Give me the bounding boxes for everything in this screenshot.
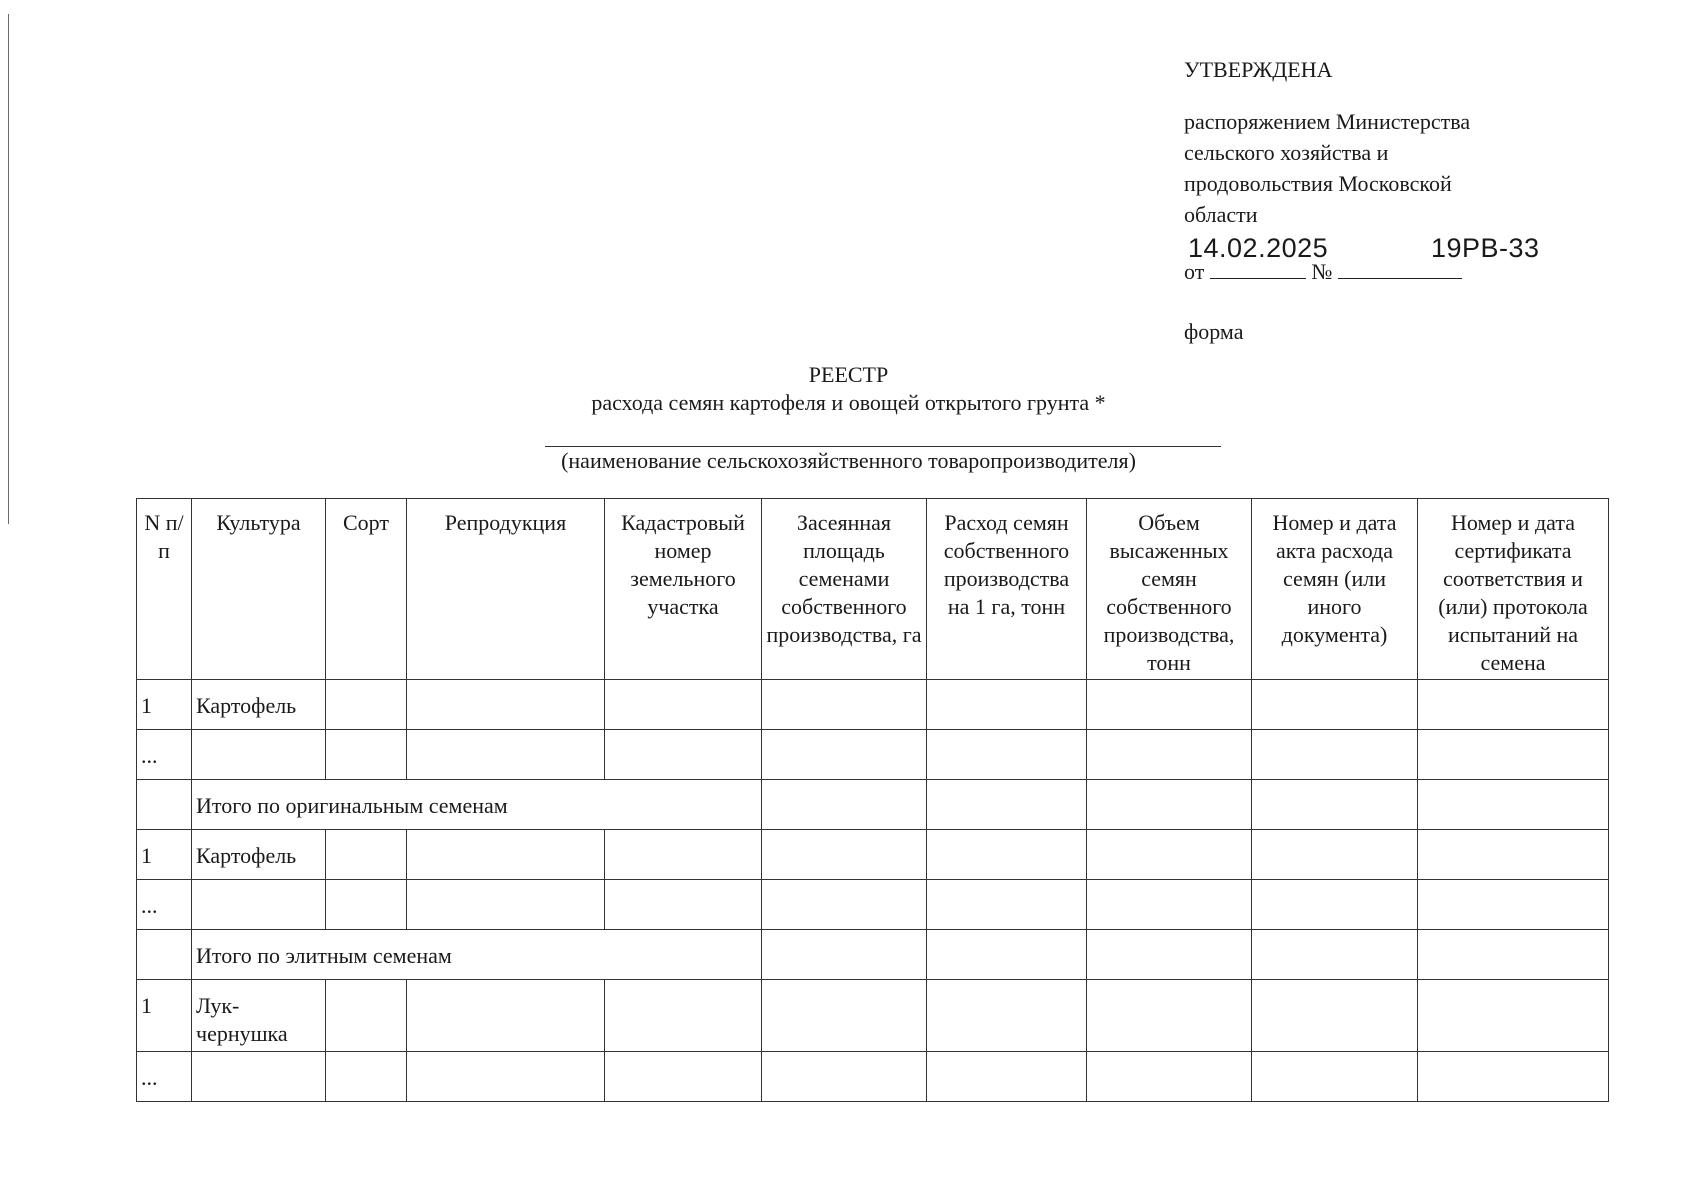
row-crop <box>192 1052 326 1102</box>
empty-cell <box>1418 1052 1609 1102</box>
empty-cell <box>927 980 1087 1052</box>
empty-cell <box>1252 1052 1418 1102</box>
empty-cell <box>927 730 1087 780</box>
empty-cell <box>605 980 762 1052</box>
col-header-crop: Культура <box>192 499 326 680</box>
empty-cell <box>762 880 927 930</box>
row-crop <box>192 880 326 930</box>
empty-cell <box>1418 880 1609 930</box>
empty-cell <box>1087 730 1252 780</box>
handwritten-date: 14.02.2025 <box>1188 233 1329 263</box>
handwritten-number: 19РВ-33 <box>1431 233 1540 263</box>
empty-cell <box>762 1052 927 1102</box>
row-num: 1 <box>137 980 192 1052</box>
empty-cell <box>407 980 605 1052</box>
col-header-reproduction: Репродукция <box>407 499 605 680</box>
empty-cell <box>605 680 762 730</box>
empty-cell <box>326 880 407 930</box>
decree-line-1: распоряжением Министерства <box>1184 109 1471 134</box>
table-row <box>137 1052 1609 1102</box>
row-crop: Картофель <box>192 830 326 880</box>
empty-cell <box>1252 830 1418 880</box>
empty-cell <box>1418 830 1609 880</box>
empty-cell <box>326 1052 407 1102</box>
empty-cell <box>1087 830 1252 880</box>
empty-cell <box>1252 680 1418 730</box>
empty-cell <box>407 1052 605 1102</box>
empty-cell <box>407 880 605 930</box>
col-header-certificate: Номер и дата сертификата соответствия и (или) протокола испытаний на семена <box>1418 499 1609 680</box>
table-row <box>137 730 1609 780</box>
row-num <box>137 780 192 830</box>
col-header-sown-area: Засеянная площадь семенами собственного производства, га <box>762 499 927 680</box>
empty-cell <box>326 730 407 780</box>
registry-table <box>136 498 1609 1102</box>
total-label: Итого по оригинальным семенам <box>192 780 762 830</box>
empty-cell <box>1087 680 1252 730</box>
empty-cell <box>1418 930 1609 980</box>
approval-block <box>1184 54 1544 348</box>
empty-cell <box>1418 980 1609 1052</box>
empty-cell <box>605 1052 762 1102</box>
row-num <box>137 930 192 980</box>
empty-cell <box>605 830 762 880</box>
empty-cell <box>762 730 927 780</box>
decree-line-2: сельского хозяйства и <box>1184 140 1389 165</box>
header-row <box>137 499 1609 680</box>
row-crop: Лук-чернушка <box>192 980 326 1052</box>
empty-cell <box>1087 930 1252 980</box>
table-row <box>137 680 1609 730</box>
row-crop: Картофель <box>192 680 326 730</box>
document-title: РЕЕСТР <box>808 362 889 387</box>
empty-cell <box>1087 880 1252 930</box>
empty-cell <box>1252 780 1418 830</box>
empty-cell <box>1418 780 1609 830</box>
empty-cell <box>762 980 927 1052</box>
empty-cell <box>927 1052 1087 1102</box>
empty-cell <box>927 830 1087 880</box>
empty-cell <box>762 780 927 830</box>
row-num: 1 <box>137 680 192 730</box>
row-crop <box>192 730 326 780</box>
row-num: ... <box>137 1052 192 1102</box>
approval-heading: УТВЕРЖДЕНА <box>1184 57 1333 82</box>
empty-cell <box>605 730 762 780</box>
empty-cell <box>407 830 605 880</box>
col-header-planted-volume: Объем высаженных семян собственного производства, тонн <box>1087 499 1252 680</box>
date-number-line <box>1184 256 1462 288</box>
empty-cell <box>927 930 1087 980</box>
empty-cell <box>326 830 407 880</box>
empty-cell <box>1418 730 1609 780</box>
date-prefix: от <box>1184 259 1205 284</box>
empty-cell <box>1087 980 1252 1052</box>
document-subtitle: расхода семян картофеля и овощей открытого грунта * <box>591 390 1106 415</box>
row-num: ... <box>137 730 192 780</box>
decree-line-3: продовольствия Московской <box>1184 171 1452 196</box>
total-row <box>137 930 1609 980</box>
col-header-cadastral: Кадастровый номер земельного участка <box>605 499 762 680</box>
date-number-row <box>1184 230 1544 292</box>
empty-cell <box>762 680 927 730</box>
empty-cell <box>1252 980 1418 1052</box>
empty-cell <box>1087 780 1252 830</box>
col-header-act-number: Номер и дата акта расхода семян (или иного документа) <box>1252 499 1418 680</box>
empty-cell <box>605 880 762 930</box>
empty-cell <box>927 780 1087 830</box>
empty-cell <box>326 680 407 730</box>
producer-caption: (наименование сельскохозяйственного товаропроизводителя) <box>561 448 1136 473</box>
decree-line-4: области <box>1184 202 1258 227</box>
table-row <box>137 880 1609 930</box>
empty-cell <box>326 980 407 1052</box>
number-sign: № <box>1311 259 1333 284</box>
col-header-variety: Сорт <box>326 499 407 680</box>
empty-cell <box>1252 930 1418 980</box>
col-header-num: N п/п <box>137 499 192 680</box>
empty-cell <box>762 830 927 880</box>
empty-cell <box>762 930 927 980</box>
empty-cell <box>927 880 1087 930</box>
number-blank <box>1338 262 1462 279</box>
row-num: ... <box>137 880 192 930</box>
total-row <box>137 780 1609 830</box>
col-header-rate-per-ha: Расход семян собственного производства на 1 га, тонн <box>927 499 1087 680</box>
empty-cell <box>1418 680 1609 730</box>
empty-cell <box>407 730 605 780</box>
empty-cell <box>1252 730 1418 780</box>
table-row <box>137 830 1609 880</box>
empty-cell <box>407 680 605 730</box>
empty-cell <box>1087 1052 1252 1102</box>
form-label: форма <box>1184 319 1244 344</box>
row-num: 1 <box>137 830 192 880</box>
empty-cell <box>927 680 1087 730</box>
table-row <box>137 980 1609 1052</box>
total-label: Итого по элитным семенам <box>192 930 762 980</box>
empty-cell <box>1252 880 1418 930</box>
date-blank <box>1210 262 1306 279</box>
